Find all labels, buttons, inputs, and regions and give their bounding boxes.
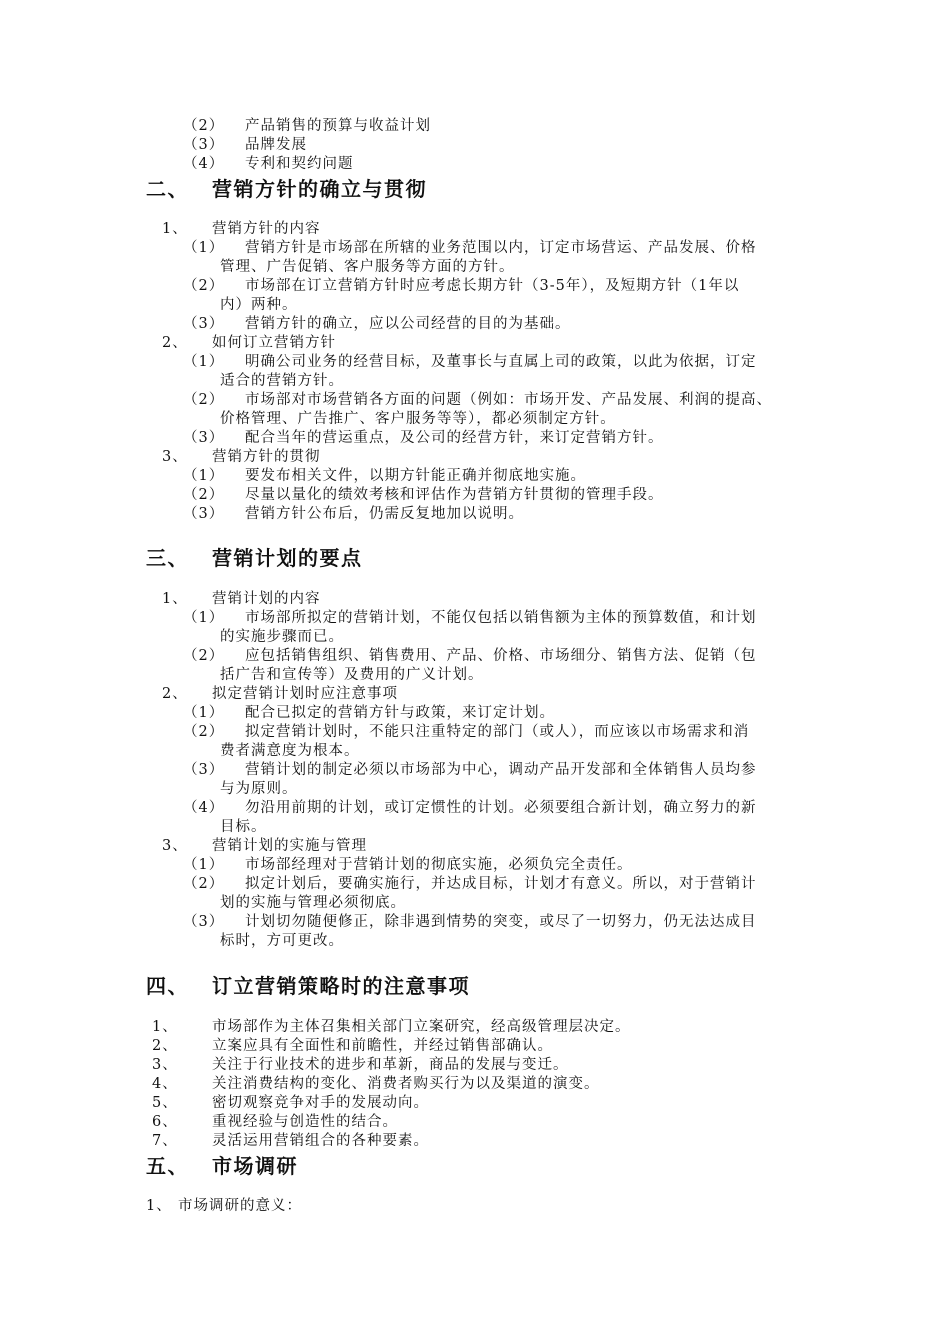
item-text: 立案应具有全面性和前瞻性，并经过销售部确认。 xyxy=(212,1038,553,1054)
item-marker: （4） xyxy=(183,156,225,172)
item-marker: （3） xyxy=(183,762,225,778)
item-marker: （3） xyxy=(183,914,225,930)
item-continuation: 划的实施与管理必须彻底。 xyxy=(220,895,406,911)
section-number: 四、 xyxy=(146,974,189,998)
item-text: 产品销售的预算与收益计划 xyxy=(245,118,431,134)
item-text: 灵活运用营销组合的各种要素。 xyxy=(212,1133,429,1149)
item-marker: （3） xyxy=(183,506,225,522)
item-text: 营销方针公布后，仍需反复地加以说明。 xyxy=(245,506,524,522)
item-marker: 1、 xyxy=(162,591,188,607)
item-continuation: 适合的营销方针。 xyxy=(220,373,344,389)
section-title: 订立营销策略时的注意事项 xyxy=(212,974,470,998)
item-marker: （3） xyxy=(183,316,225,332)
item-text: 明确公司业务的经营目标，及董事长与直属上司的政策，以此为依据，订定 xyxy=(245,354,757,370)
item-text: 市场部对市场营销各方面的问题（例如：市场开发、产品发展、利润的提高、 xyxy=(245,392,772,408)
item-marker: 3、 xyxy=(162,838,188,854)
item-continuation: 标时，方可更改。 xyxy=(220,933,344,949)
section-number: 三、 xyxy=(146,546,189,570)
item-text: 如何订立营销方针 xyxy=(212,335,336,351)
item-text: 营销计划的内容 xyxy=(212,591,321,607)
item-marker: 4、 xyxy=(152,1076,178,1092)
item-marker: （2） xyxy=(183,278,225,294)
item-text: 营销方针是市场部在所辖的业务范围以内，订定市场营运、产品发展、价格 xyxy=(245,240,757,256)
item-text: 营销方针的内容 xyxy=(212,221,321,237)
item-marker: 1、 xyxy=(146,1198,172,1214)
item-text: 市场部经理对于营销计划的彻底实施，必须负完全责任。 xyxy=(245,857,633,873)
item-text: 要发布相关文件，以期方针能正确并彻底地实施。 xyxy=(245,468,586,484)
item-marker: 2、 xyxy=(152,1038,178,1054)
item-marker: （1） xyxy=(183,354,225,370)
item-marker: （1） xyxy=(183,857,225,873)
section-number: 二、 xyxy=(146,177,189,201)
item-marker: 2、 xyxy=(162,686,188,702)
item-marker: 5、 xyxy=(152,1095,178,1111)
item-continuation: 费者满意度为根本。 xyxy=(220,743,360,759)
section-number: 五、 xyxy=(146,1154,189,1178)
item-text: 品牌发展 xyxy=(245,137,307,153)
item-text: 勿沿用前期的计划，或订定惯性的计划。必须要组合新计划，确立努力的新 xyxy=(245,800,757,816)
item-continuation: 括广告和宣传等）及费用的广义计划。 xyxy=(220,667,484,683)
item-text: 关注消费结构的变化、消费者购买行为以及渠道的演变。 xyxy=(212,1076,600,1092)
item-marker: （1） xyxy=(183,240,225,256)
item-text: 市场部所拟定的营销计划，不能仅包括以销售额为主体的预算数值，和计划 xyxy=(245,610,757,626)
item-continuation: 管理、广告促销、客户服务等方面的方针。 xyxy=(220,259,515,275)
item-text: 配合已拟定的营销方针与政策，来订定计划。 xyxy=(245,705,555,721)
item-text: 市场部在订立营销方针时应考虑长期方针（3-5年），及短期方针（1年以 xyxy=(245,278,740,294)
item-marker: 3、 xyxy=(152,1057,178,1073)
item-continuation: 的实施步骤而已。 xyxy=(220,629,344,645)
item-marker: （2） xyxy=(183,392,225,408)
item-marker: （1） xyxy=(183,610,225,626)
item-text: 配合当年的营运重点，及公司的经营方针，来订定营销方针。 xyxy=(245,430,664,446)
item-text: 营销方针的贯彻 xyxy=(212,449,321,465)
item-marker: 1、 xyxy=(162,221,188,237)
section-title: 市场调研 xyxy=(212,1154,298,1178)
item-marker: 3、 xyxy=(162,449,188,465)
item-text: 营销方针的确立，应以公司经营的目的为基础。 xyxy=(245,316,571,332)
item-text: 营销计划的实施与管理 xyxy=(212,838,367,854)
item-marker: （2） xyxy=(183,876,225,892)
item-marker: （1） xyxy=(183,468,225,484)
item-marker: （2） xyxy=(183,118,225,134)
item-text: 尽量以量化的绩效考核和评估作为营销方针贯彻的管理手段。 xyxy=(245,487,664,503)
item-continuation: 价格管理、广告推广、客户服务等等），都必须制定方针。 xyxy=(220,411,616,427)
item-marker: （4） xyxy=(183,800,225,816)
item-text: 重视经验与创造性的结合。 xyxy=(212,1114,398,1130)
item-marker: 2、 xyxy=(162,335,188,351)
item-marker: （3） xyxy=(183,430,225,446)
section-title: 营销计划的要点 xyxy=(212,546,363,570)
item-text: 应包括销售组织、销售费用、产品、价格、市场细分、销售方法、促销（包 xyxy=(245,648,757,664)
item-continuation: 与为原则。 xyxy=(220,781,298,797)
item-text: 拟定营销计划时，不能只注重特定的部门（或人），而应该以市场需求和消 xyxy=(245,724,750,740)
item-text: 市场调研的意义： xyxy=(178,1198,302,1214)
item-marker: 7、 xyxy=(152,1133,178,1149)
section-title: 营销方针的确立与贯彻 xyxy=(212,177,427,201)
item-marker: 6、 xyxy=(152,1114,178,1130)
item-text: 计划切勿随便修正，除非遇到情势的突变，或尽了一切努力，仍无法达成目 xyxy=(245,914,757,930)
item-text: 关注于行业技术的进步和革新，商品的发展与变迁。 xyxy=(212,1057,569,1073)
item-continuation: 内）两种。 xyxy=(220,297,298,313)
item-text: 密切观察竞争对手的发展动向。 xyxy=(212,1095,429,1111)
item-text: 拟定营销计划时应注意事项 xyxy=(212,686,398,702)
item-text: 专利和契约问题 xyxy=(245,156,354,172)
item-marker: （1） xyxy=(183,705,225,721)
item-marker: （2） xyxy=(183,724,225,740)
item-marker: （2） xyxy=(183,487,225,503)
item-marker: （2） xyxy=(183,648,225,664)
item-text: 营销计划的制定必须以市场部为中心，调动产品开发部和全体销售人员均参 xyxy=(245,762,757,778)
item-text: 拟定计划后，要确实施行，并达成目标，计划才有意义。所以，对于营销计 xyxy=(245,876,757,892)
item-marker: 1、 xyxy=(152,1019,178,1035)
item-text: 市场部作为主体召集相关部门立案研究，经高级管理层决定。 xyxy=(212,1019,631,1035)
item-marker: （3） xyxy=(183,137,225,153)
item-continuation: 目标。 xyxy=(220,819,267,835)
